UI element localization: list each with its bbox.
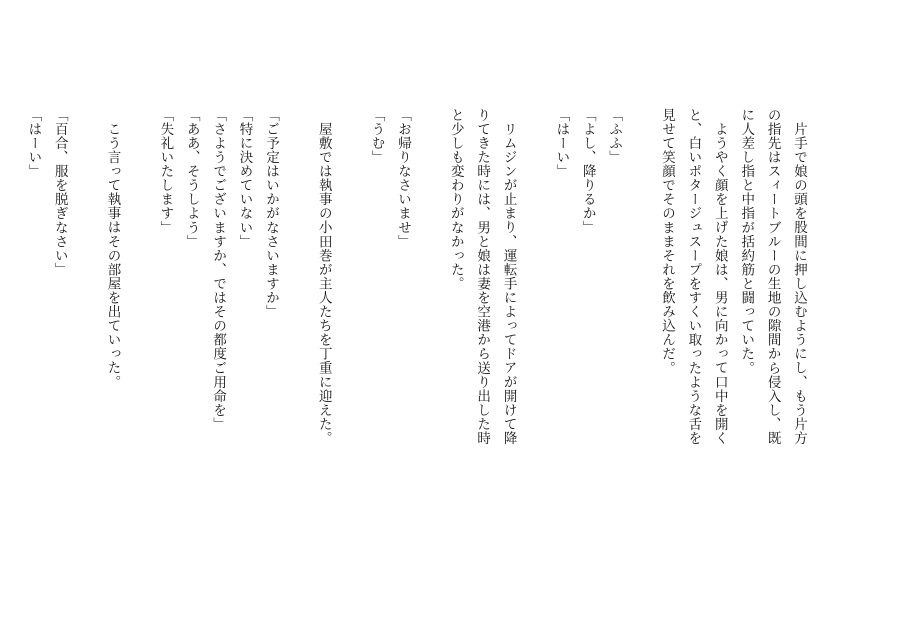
dialogue-line: 「はーい」 (25, 108, 42, 179)
paragraph-line: 見せて笑顔でそのままそれを飲み込んだ。 (658, 108, 675, 375)
vertical-text-body (20, 108, 812, 548)
paragraph-line: ようやく顔を上げた娘は、男に向かって口中を開く (711, 121, 728, 445)
blank-line (337, 108, 363, 548)
dialogue-line: 「百合、服を脱ぎなさい」 (51, 108, 68, 277)
blank-line (522, 108, 548, 548)
paragraph-line: の指先はスィートブルーの生地の隙間から侵入し、既 (764, 108, 781, 446)
paragraph-line: りてきた時には、男と娘は妻を空港から送り出した時 (474, 108, 491, 446)
paragraph-line: と少しも変わりがなかった。 (447, 108, 464, 291)
blank-line (73, 108, 99, 548)
dialogue-line: 「お帰りなさいませ」 (394, 108, 411, 249)
paragraph-line: 片手で娘の頭を股間に押し込むようにし、もう片方 (791, 121, 807, 445)
dialogue-line: 「特に決めていない」 (236, 108, 253, 249)
dialogue-line: 「はーい」 (553, 108, 570, 179)
blank-line (416, 108, 442, 548)
dialogue-line: 「ふふ」 (606, 108, 623, 165)
dialogue-line: 「ご予定はいかがなさいますか」 (262, 108, 279, 319)
dialogue-line: 「よし、降りるか」 (579, 108, 596, 235)
blank-line (627, 108, 653, 548)
dialogue-line: 「ああ、そうしよう」 (183, 108, 200, 249)
dialogue-line: 「うむ」 (368, 108, 385, 165)
paragraph-line: に人差し指と中指が括約筋と闘っていた。 (738, 108, 755, 375)
dialogue-line: 「失礼いたします」 (157, 108, 174, 235)
paragraph-line: 屋敷では執事の小田巻が主人たちを丁重に迎えた。 (315, 121, 332, 445)
dialogue-line: 「さようでございますか、ではその都度ご用命を」 (210, 108, 227, 432)
paragraph-line: リムジンが止まり、運転手によってドアが開けて降 (500, 121, 517, 445)
blank-line (284, 108, 310, 548)
paragraph-line: と、白いポタージュスープをすくい取ったような舌を (685, 108, 702, 446)
blank-line (126, 108, 152, 548)
paragraph-line: こう言って執事はその部屋を出ていった。 (104, 121, 121, 389)
